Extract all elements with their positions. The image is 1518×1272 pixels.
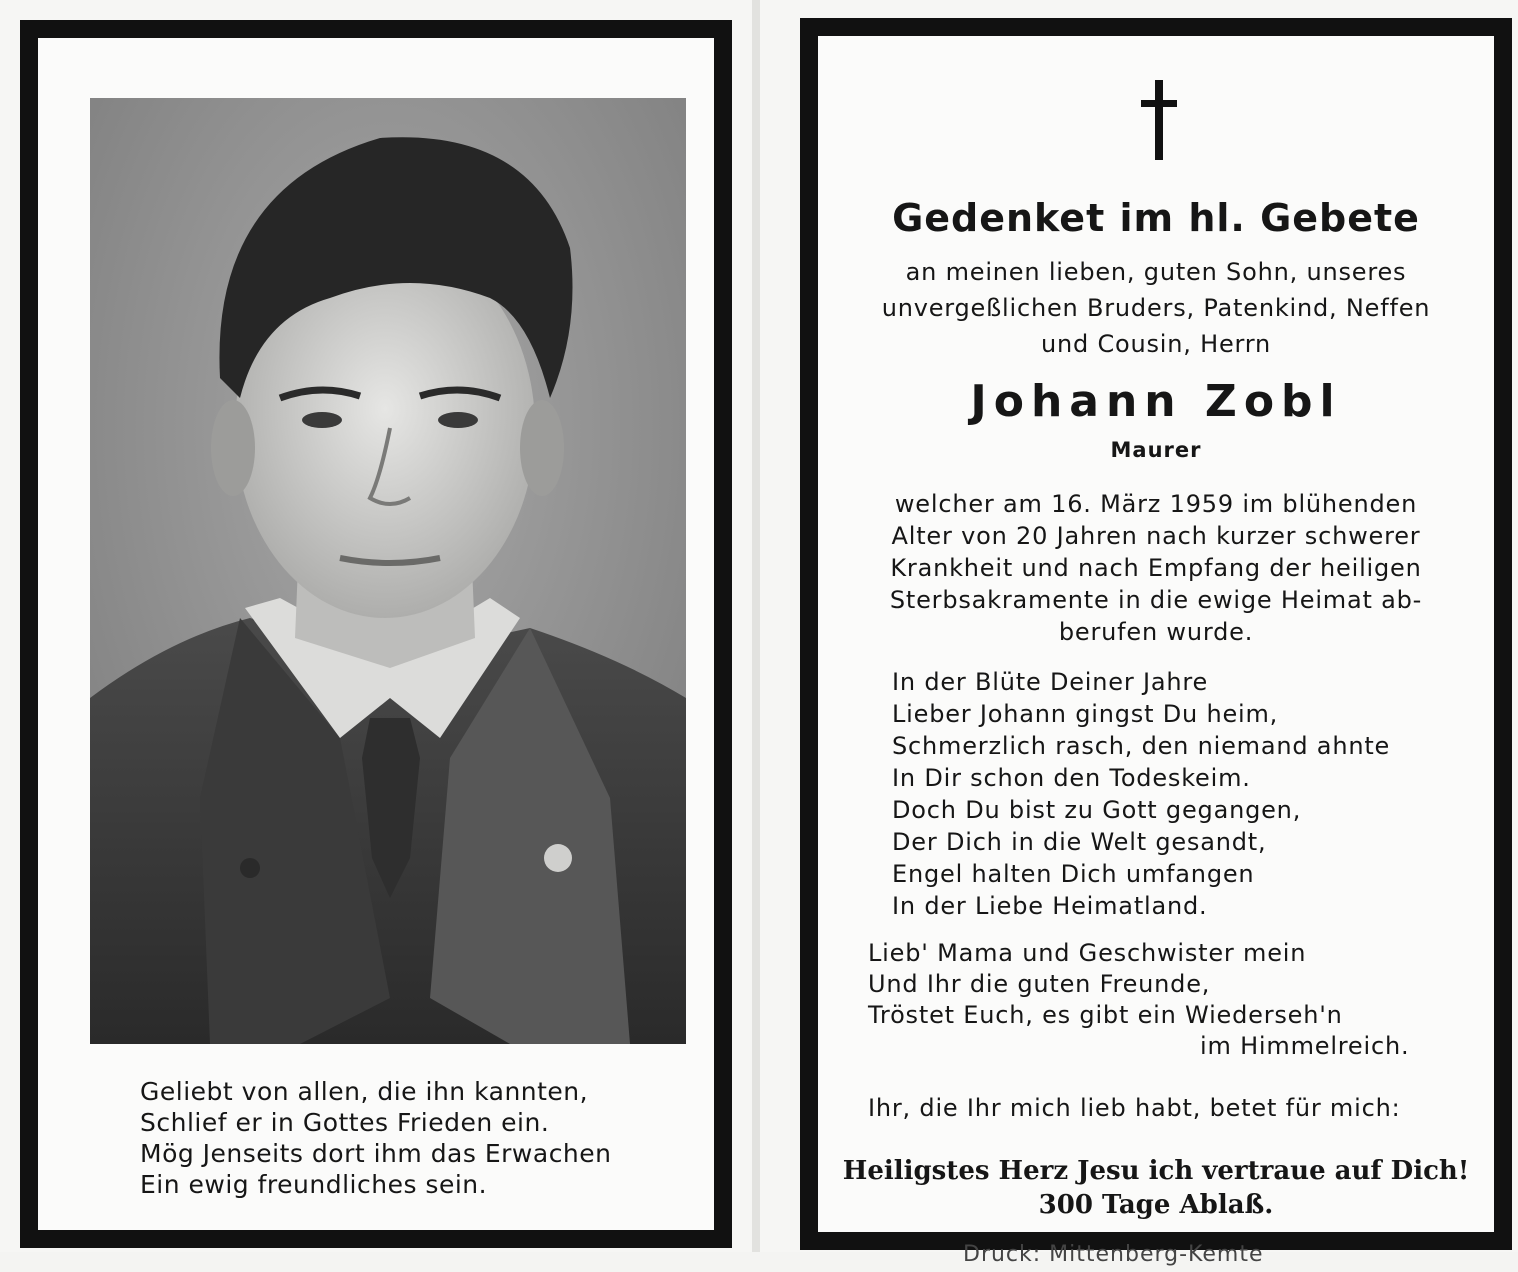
prayer-request: Ihr, die Ihr mich lieb habt, betet für mich: xyxy=(868,1094,1401,1122)
notice-line: berufen wurde. xyxy=(1058,618,1254,646)
card-fold xyxy=(752,0,760,1252)
poem-line: In der Liebe Heimatland. xyxy=(892,892,1208,920)
notice-line: welcher am 16. März 1959 im blühenden xyxy=(894,490,1418,518)
memorial-verse xyxy=(140,1076,700,1200)
intro-line: an meinen lieben, guten Sohn, unseres xyxy=(905,258,1407,286)
memorial-poem xyxy=(892,666,1452,922)
invocation-line: Heiligstes Herz Jesu ich vertraue auf Dich! xyxy=(842,1156,1470,1186)
poem-line: Schmerzlich rasch, den niemand ahnte xyxy=(892,732,1391,760)
poem-line: Lieber Johann gingst Du heim, xyxy=(892,700,1279,728)
portrait-photo xyxy=(90,98,686,1044)
closing-line: im Himmelreich. xyxy=(1200,1032,1410,1060)
closing-line: Tröstet Euch, es gibt ein Wiederseh'n xyxy=(868,1001,1343,1029)
verse-line: Schlief er in Gottes Frieden ein. xyxy=(140,1108,550,1137)
intro-line: unvergeßlichen Bruders, Patenkind, Neffen xyxy=(881,294,1431,322)
indulgence-line: 300 Tage Ablaß. xyxy=(1038,1190,1274,1220)
poem-line: Engel halten Dich umfangen xyxy=(892,860,1255,888)
intro-text xyxy=(838,254,1474,362)
closing-verse xyxy=(868,938,1448,1062)
notice-line: Sterbsakramente in die ewige Heimat ab- xyxy=(889,586,1423,614)
portrait-illustration xyxy=(90,98,686,1044)
notice-line: Krankheit und nach Empfang der heiligen xyxy=(890,554,1422,582)
poem-line: In Dir schon den Todeskeim. xyxy=(892,764,1251,792)
poem-line: In der Blüte Deiner Jahre xyxy=(892,668,1209,696)
verse-line: Ein ewig freundliches sein. xyxy=(140,1170,488,1199)
poem-line: Der Dich in die Welt gesandt, xyxy=(892,828,1267,856)
notice-line: Alter von 20 Jahren nach kurzer schwerer xyxy=(891,522,1421,550)
left-card-frame xyxy=(20,20,732,1248)
printer-note: Druck: Mittenberg-Kemte xyxy=(963,1242,1264,1267)
verse-line: Mög Jenseits dort ihm das Erwachen xyxy=(140,1139,612,1168)
deceased-name: Johann Zobl xyxy=(970,376,1342,427)
closing-line: Lieb' Mama und Geschwister mein xyxy=(868,939,1307,967)
closing-line: Und Ihr die guten Freunde, xyxy=(868,970,1211,998)
deceased-profession: Maurer xyxy=(1110,438,1202,462)
sacred-heart-invocation xyxy=(818,1154,1494,1222)
verse-line: Geliebt von allen, die ihn kannten, xyxy=(140,1077,589,1106)
death-notice xyxy=(838,488,1474,648)
card-heading: Gedenket im hl. Gebete xyxy=(892,196,1420,240)
intro-line: und Cousin, Herrn xyxy=(1040,330,1272,358)
poem-line: Doch Du bist zu Gott gegangen, xyxy=(892,796,1302,824)
cross-icon xyxy=(1141,80,1177,160)
